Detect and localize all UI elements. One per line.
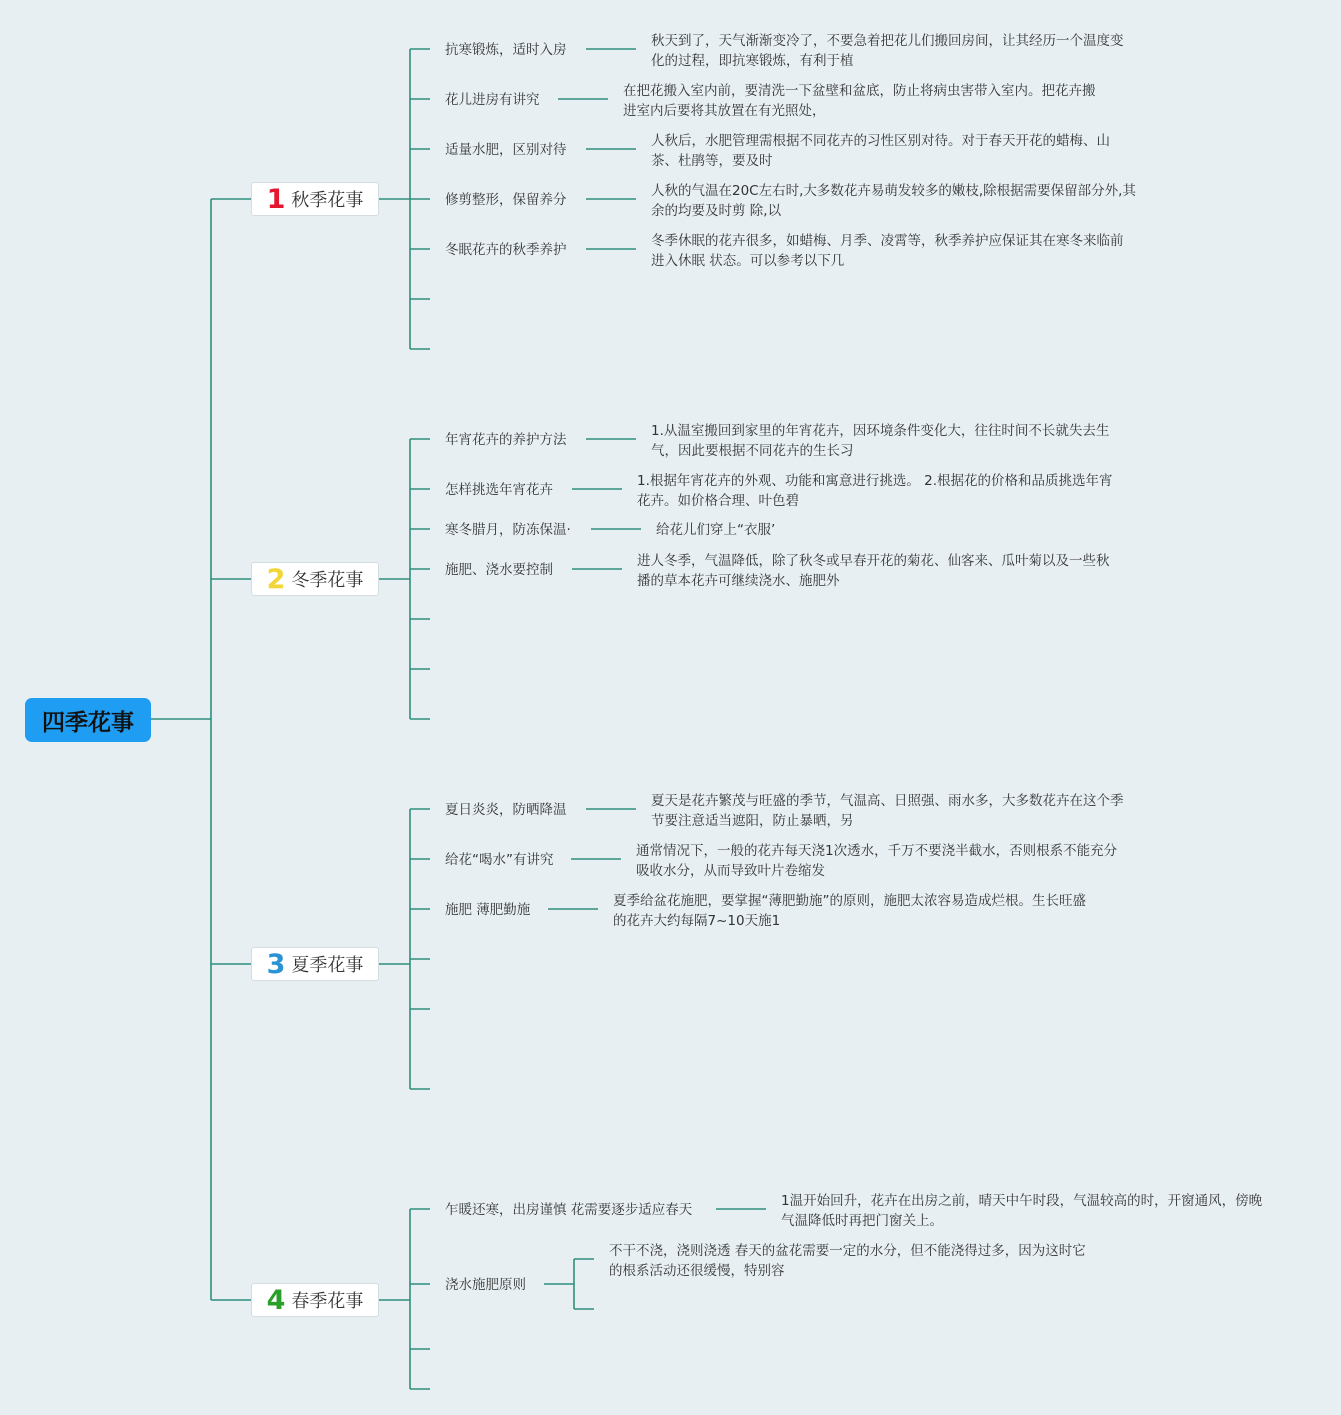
branch-node-summer[interactable] [251, 947, 379, 981]
topic-node[interactable]: 寒冬腊月，防冻保温· [445, 522, 571, 538]
branch-label: 秋季花事 [291, 190, 364, 211]
branch-number: 2 [266, 563, 286, 595]
detail-text[interactable]: 在把花搬入室内前，要清洗一下盆壁和盆底，防止将病虫害带入室内。把花卉搬 进室内后要将其放置在有光照处， [623, 83, 1096, 119]
topic-node[interactable]: 怎样挑选年宵花卉 [445, 482, 553, 498]
branch-number: 3 [266, 948, 286, 980]
detail-text[interactable]: 不干不浇，浇则浇透 春天的盆花需要一定的水分，但不能浇得过多，因为这时它 的根系活动还很缓慢，特别容 [609, 1243, 1086, 1279]
topic-node[interactable]: 修剪整形，保留养分 [445, 192, 567, 208]
topic-node[interactable]: 施肥 薄肥勤施 [445, 902, 531, 918]
detail-text[interactable]: 1.从温室搬回到家里的年宵花卉，因环境条件变化大，往往时间不长就失去生 气，因此要根据不同花卉的生长习 [651, 423, 1110, 459]
topic-node[interactable]: 浇水施肥原则 [445, 1277, 526, 1293]
detail-text[interactable]: 冬季休眠的花卉很多，如蜡梅、月季、凌霄等，秋季养护应保证其在寒冬来临前 进入休眠 状态。可以参考以下几 [651, 233, 1124, 269]
detail-text[interactable]: 夏季给盆花施肥，要掌握“薄肥勤施”的原则，施肥太浓容易造成烂根。生长旺盛 的花卉大约每隔7~10天施1 [613, 893, 1086, 929]
topic-node[interactable]: 施肥、浇水要控制 [445, 562, 553, 578]
topic-node[interactable]: 花儿进房有讲究 [445, 92, 540, 108]
topic-node[interactable]: 抗寒锻炼，适时入房 [445, 42, 567, 58]
detail-text[interactable]: 人秋的气温在20C左右时,大多数花卉易萌发较多的嫩枝,除根据需要保留部分外,其 余的均要及时剪 除,以 [651, 183, 1136, 219]
topic-node[interactable]: 夏日炎炎，防晒降温 [445, 802, 567, 818]
detail-text[interactable]: 夏天是花卉繁茂与旺盛的季节，气温高、日照强、雨水多，大多数花卉在这个季 节要注意适当遮阳，防止暴晒，另 [651, 793, 1124, 829]
topic-node[interactable]: 给花“喝水”有讲究 [445, 852, 554, 868]
branch-label: 冬季花事 [291, 570, 364, 591]
branch-node-winter[interactable] [251, 562, 379, 596]
detail-text[interactable]: 给花儿们穿上“衣服’ [656, 522, 776, 538]
detail-text[interactable]: 1.根据年宵花卉的外观、功能和寓意进行挑选。 2.根据花的价格和品质挑选年宵 花卉。如价格合理、叶色碧 [637, 473, 1113, 509]
root-node[interactable] [25, 698, 151, 742]
topic-node[interactable]: 适量水肥，区别对待 [445, 142, 567, 158]
detail-text[interactable]: 进人冬季，气温降低，除了秋冬或早春开花的菊花、仙客来、瓜叶菊以及一些秋 播的草本花卉可继续浇水、施肥外 [637, 553, 1110, 589]
detail-text[interactable]: 通常情况下，一般的花卉每天浇1次透水，千万不要浇半截水，否则根系不能充分 吸收水分，从而导致叶片卷缩发 [636, 843, 1118, 879]
branch-number: 1 [266, 183, 286, 215]
branch-label: 夏季花事 [291, 955, 364, 976]
branch-label: 春季花事 [291, 1291, 364, 1312]
root-label: 四季花事 [42, 709, 134, 736]
topic-node[interactable]: 年宵花卉的养护方法 [445, 432, 567, 448]
branch-node-spring[interactable] [251, 1283, 379, 1317]
branch-number: 4 [266, 1284, 286, 1316]
detail-text[interactable]: 秋天到了，天气渐渐变冷了，不要急着把花儿们搬回房间，让其经历一个温度变 化的过程，即抗寒锻炼，有利于植 [651, 33, 1124, 69]
topic-node[interactable]: 冬眠花卉的秋季养护 [445, 242, 567, 258]
detail-text[interactable]: 人秋后，水肥管理需根据不同花卉的习性区别对待。对于春天开花的蜡梅、山 茶、杜鹃等，要及时 [651, 133, 1110, 169]
topic-node[interactable]: 乍暖还寒，出房谨慎 花需要逐步适应春天 [445, 1202, 693, 1218]
branch-node-autumn[interactable] [251, 182, 379, 216]
detail-text[interactable]: 1温开始回升，花卉在出房之前，晴天中午时段，气温较高的时，开窗通风，傍晚 气温降低时再把门窗关上。 [781, 1193, 1263, 1229]
